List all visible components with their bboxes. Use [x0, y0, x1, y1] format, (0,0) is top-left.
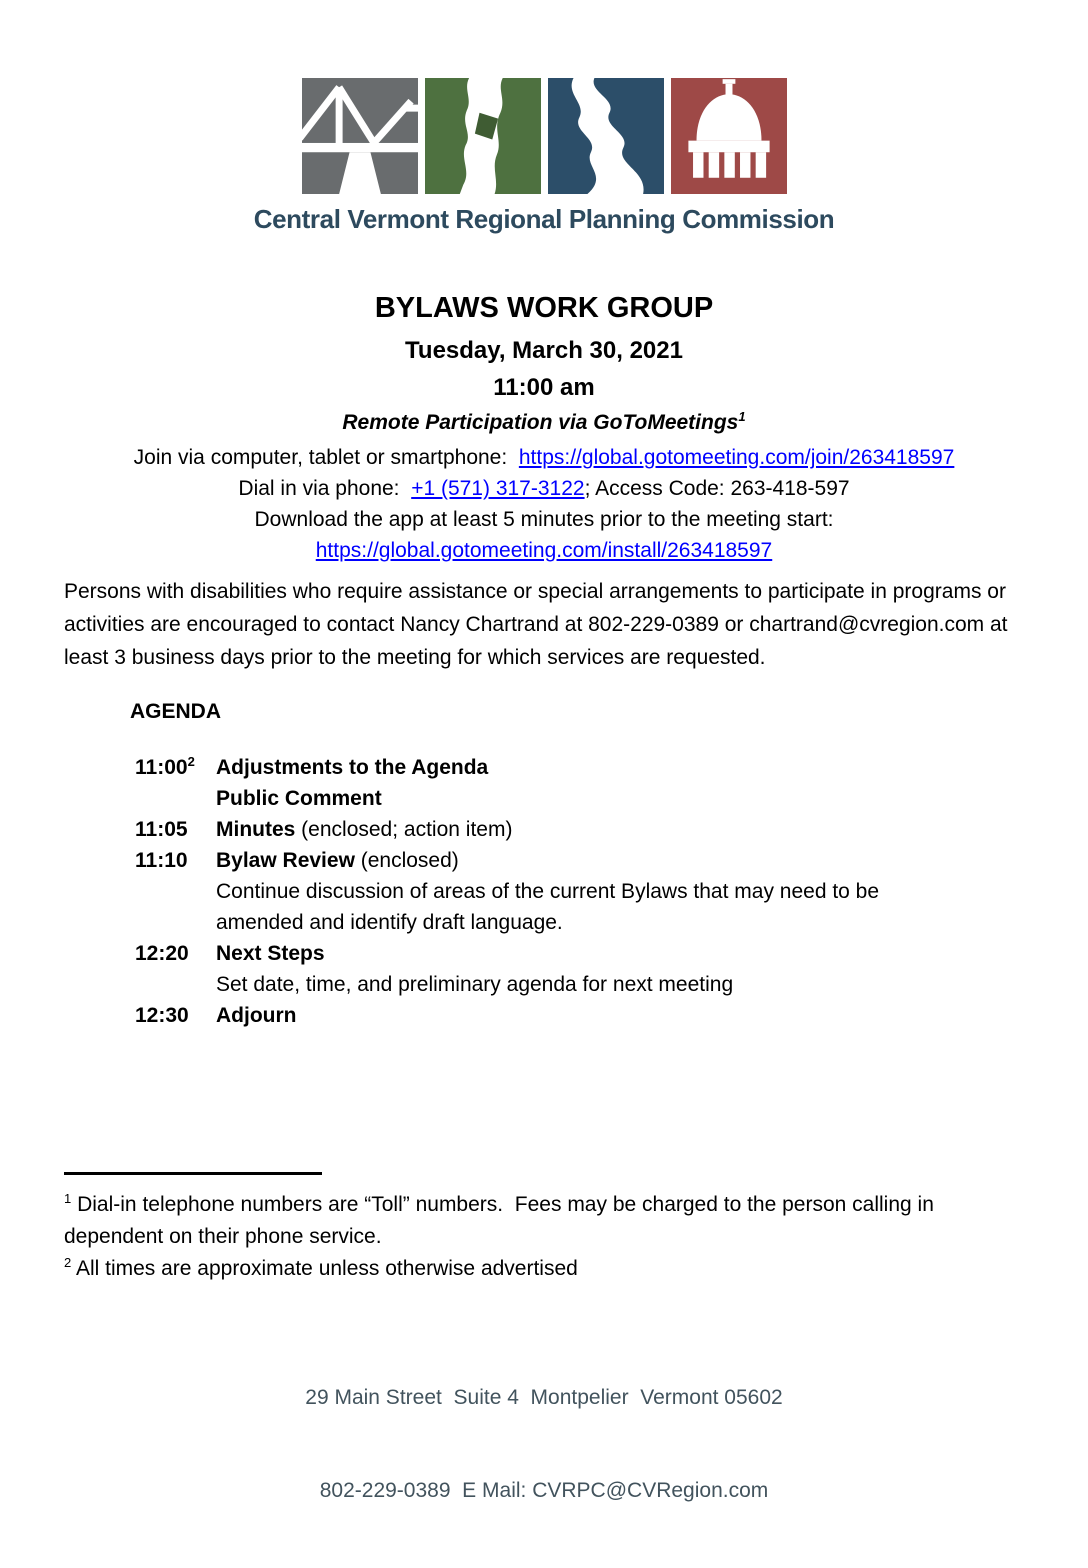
logo-caption: Central Vermont Regional Planning Commission: [253, 204, 835, 234]
footnote-2-ref: 2: [64, 1255, 72, 1270]
capitol-dome-icon: [671, 78, 787, 194]
dial-line: [0, 473, 1088, 504]
notice-line: least 3 business days prior to the meeting for which services are requested.: [64, 646, 766, 669]
bridge-icon: [302, 78, 418, 194]
agenda-detail-line: Set date, time, and preliminary agenda for next meeting: [216, 973, 734, 996]
remote-participation-line: Remote Participation via GoToMeetings$^1$: [342, 409, 746, 434]
footnote-ref-1: 1: [738, 409, 746, 424]
agenda-item-title: Adjourn: [216, 1004, 297, 1027]
vermont-map-icon: [425, 78, 541, 194]
agenda-item-title: Bylaw Review (enclosed): [216, 849, 459, 872]
footnote-1-ref: 1: [64, 1191, 72, 1206]
dial-phone-link[interactable]: +1 (571) 317-3122: [411, 477, 585, 500]
agenda-item-time: 11:05: [135, 818, 188, 841]
agenda-item-title: Adjustments to the Agenda: [216, 756, 489, 779]
agenda-item: [135, 938, 945, 969]
agenda-item-time: 12:20: [135, 942, 189, 965]
footnote-divider: [64, 1172, 322, 1175]
notice-line: activities are encouraged to contact Nancy Chartrand at 802-229-0389 or chartrand@cvregion.com at: [64, 613, 1008, 636]
footnote-1: $^1$ Dial-in telephone numbers are “Toll” numbers. Fees may be charged to the person calling in: [64, 1191, 934, 1216]
footer-address: 29 Main Street Suite 4 Montpelier Vermont 05602: [305, 1386, 783, 1409]
join-label: Join via computer, tablet or smartphone:: [133, 446, 519, 469]
agenda-detail-line: amended and identify draft language.: [216, 911, 563, 934]
install-line: [0, 535, 1088, 566]
agenda-item: [135, 752, 945, 783]
footnote-ref-2: 2: [187, 754, 195, 769]
agenda-item-title: Minutes (enclosed; action item): [216, 818, 513, 841]
join-meeting-link[interactable]: https://global.gotomeeting.com/join/263418597: [518, 446, 955, 469]
agenda-item-detail: [135, 876, 945, 938]
footer: [0, 1320, 1088, 1568]
footnote-2: $^2$ All times are approximate unless otherwise advertised: [64, 1255, 578, 1280]
download-line: Download the app at least 5 minutes prior to the meeting start:: [254, 508, 834, 531]
access-code: ; Access Code: 263-418-597: [584, 477, 850, 500]
dial-label: Dial in via phone:: [238, 477, 412, 500]
agenda-item-time: 11:10: [135, 849, 188, 872]
agenda-item: [135, 1000, 945, 1031]
notice-line: Persons with disabilities who require assistance or special arrangements to participate in programs or: [64, 580, 1006, 603]
footnotes: [64, 1172, 1030, 1285]
agenda-item-detail: [135, 969, 945, 1000]
accessibility-notice: [64, 575, 1030, 674]
footer-contact: 802-229-0389 E Mail: CVRPC@CVRegion.com: [319, 1479, 769, 1502]
agenda-item-suffix: (enclosed; action item): [295, 818, 513, 841]
agenda-item-time: 12:30: [135, 1004, 189, 1027]
join-line: [0, 442, 1088, 473]
agenda-item: [135, 814, 945, 845]
page-title: BYLAWS WORK GROUP: [374, 292, 714, 324]
meeting-time: 11:00 am: [493, 374, 595, 401]
footnote-1-continued: dependent on their phone service.: [64, 1225, 382, 1248]
agenda-list: [135, 752, 945, 1031]
header-block: [0, 292, 1088, 566]
agenda-item-title: Public Comment: [216, 787, 382, 810]
agenda-item: [135, 845, 945, 876]
install-app-link[interactable]: https://global.gotomeeting.com/install/263418597: [315, 539, 773, 562]
logo-panels: [0, 78, 1088, 194]
agenda-item-suffix: (enclosed): [354, 849, 459, 872]
agenda-item: [135, 783, 945, 814]
logo: [0, 78, 1088, 235]
agenda-item-title: Next Steps: [216, 942, 325, 965]
agenda-heading: AGENDA: [130, 700, 222, 723]
agenda-item-time: $11:00^2$: [135, 754, 195, 779]
agenda-detail-line: Continue discussion of areas of the current Bylaws that may need to be: [216, 880, 880, 903]
river-icon: [548, 78, 664, 194]
meeting-date: Tuesday, March 30, 2021: [405, 337, 683, 364]
